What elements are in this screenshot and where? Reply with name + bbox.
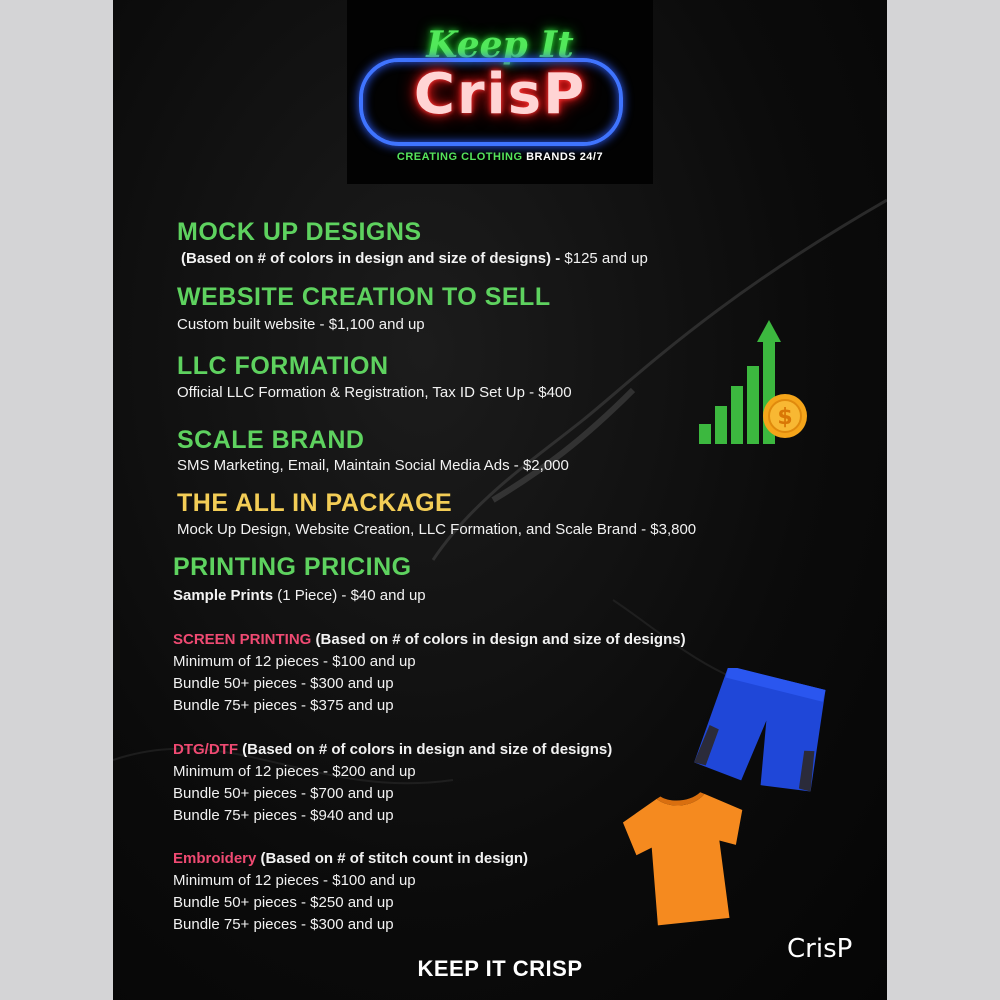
- dtg-header: [173, 741, 612, 758]
- service-title-mockup: MOCK UP DESIGNS: [177, 218, 422, 246]
- embroidery-line: Bundle 75+ pieces - $300 and up: [173, 916, 394, 933]
- sample-prints-label: Sample Prints: [173, 587, 274, 604]
- screen-printing-header: [173, 631, 686, 648]
- shorts-icon: [691, 668, 833, 800]
- service-title-scale: SCALE BRAND: [177, 426, 365, 454]
- logo-name: CrisP: [413, 62, 587, 127]
- service-detail-website: Custom built website - $1,100 and up: [177, 316, 425, 333]
- corner-brand-mark: CrisP: [787, 934, 853, 964]
- logo-script-text: Keep It: [426, 24, 574, 66]
- service-title-llc: LLC FORMATION: [177, 352, 389, 380]
- screen-printing-line: Bundle 75+ pieces - $375 and up: [173, 697, 394, 714]
- embroidery-basis: (Based on # of stitch count in design): [256, 850, 529, 867]
- sample-prints-price: (1 Piece) - $40 and up: [273, 587, 426, 604]
- service-title-website: WEBSITE CREATION TO SELL: [177, 283, 551, 311]
- embroidery-label: Embroidery: [173, 850, 257, 867]
- tagline-green: CREATING CLOTHING: [396, 151, 523, 163]
- dtg-line: Bundle 75+ pieces - $940 and up: [173, 807, 394, 824]
- mockup-price: $125 and up: [564, 250, 648, 267]
- dtg-basis: (Based on # of colors in design and size of designs): [238, 741, 613, 758]
- embroidery-header: [173, 850, 528, 867]
- price-flyer: [113, 0, 887, 1000]
- brand-logo: [347, 0, 653, 184]
- growth-chart-icon: [693, 316, 817, 450]
- embroidery-line: Bundle 50+ pieces - $250 and up: [173, 894, 394, 911]
- service-detail-mockup: [181, 250, 648, 267]
- logo-tagline: [347, 151, 653, 163]
- svg-text:$: $: [777, 405, 793, 430]
- dtg-line: Bundle 50+ pieces - $700 and up: [173, 785, 394, 802]
- screen-printing-line: Bundle 50+ pieces - $300 and up: [173, 675, 394, 692]
- dtg-label: DTG/DTF: [173, 741, 238, 758]
- mockup-basis: (Based on # of colors in design and size of designs) -: [181, 250, 565, 267]
- screen-printing-basis: (Based on # of colors in design and size of designs): [311, 631, 686, 648]
- printing-title: PRINTING PRICING: [173, 553, 412, 581]
- screen-printing-label: SCREEN PRINTING: [173, 631, 312, 648]
- service-title-package: THE ALL IN PACKAGE: [177, 489, 453, 517]
- sample-prints-line: [173, 587, 426, 604]
- dtg-line: Minimum of 12 pieces - $200 and up: [173, 763, 416, 780]
- screen-printing-line: Minimum of 12 pieces - $100 and up: [173, 653, 416, 670]
- tagline-white: BRANDS 24/7: [526, 151, 604, 163]
- embroidery-line: Minimum of 12 pieces - $100 and up: [173, 872, 416, 889]
- service-detail-scale: SMS Marketing, Email, Maintain Social Media Ads - $2,000: [177, 457, 569, 474]
- tshirt-icon: [619, 786, 755, 930]
- footer-slogan: KEEP IT CRISP: [417, 956, 583, 981]
- service-detail-llc: Official LLC Formation & Registration, Tax ID Set Up - $400: [177, 384, 572, 401]
- dollar-coin-icon: [763, 394, 807, 438]
- service-detail-package: Mock Up Design, Website Creation, LLC Formation, and Scale Brand - $3,800: [177, 521, 697, 538]
